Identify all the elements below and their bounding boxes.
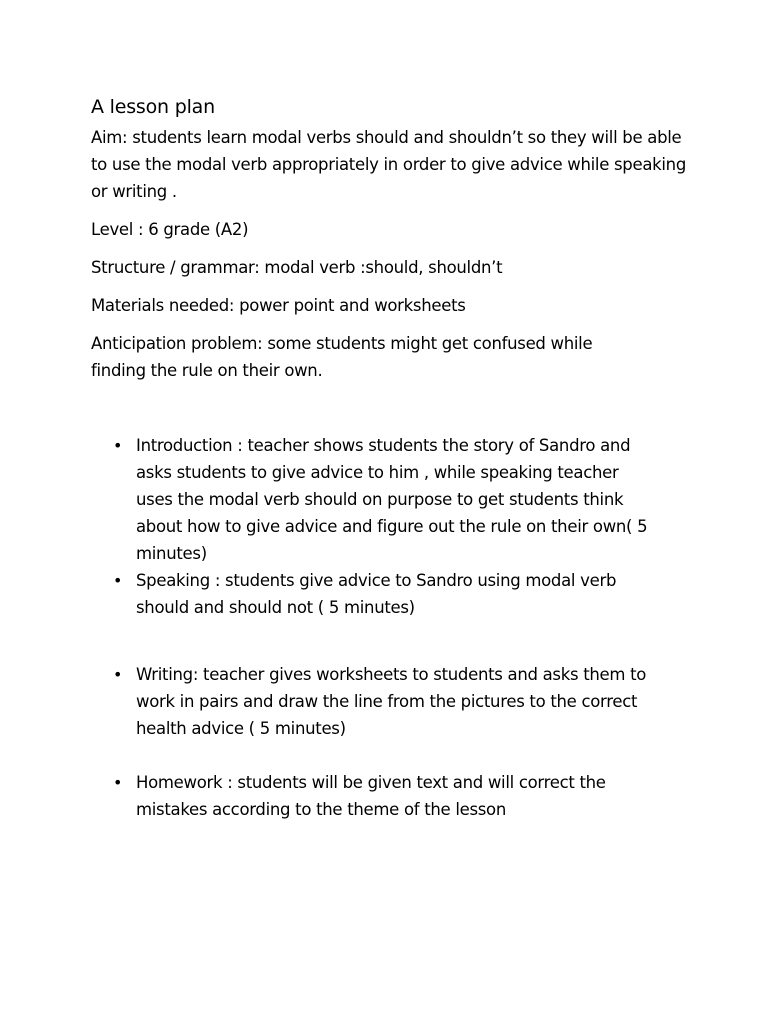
activity-text: Introduction : teacher shows students the story of Sandro and asks students to give advice to him , while speaking teacher uses the modal verb should on purpose to get students think about how to give advice and figure out the rule on their own( 5 minutes) [136,436,648,563]
activity-homework [91,769,651,823]
bullet-icon: • [113,436,123,455]
activity-text: Homework : students will be given text and will correct the mistakes according to the theme of the lesson [136,773,606,819]
activity-text: Speaking : students give advice to Sandro using modal verb should and should not ( 5 minutes) [136,571,617,617]
bullet-icon: • [113,773,123,792]
level-paragraph: Level : 6 grade (A2) [91,220,249,239]
document-title: A lesson plan [91,96,215,118]
structure-paragraph: Structure / grammar: modal verb :should, shouldn’t [91,258,503,277]
anticipation-paragraph: Anticipation problem: some students might get confused while finding the rule on their own. [91,334,593,380]
activity-writing [91,661,651,742]
bullet-icon: • [113,571,123,590]
activity-introduction [91,432,651,567]
activity-list [91,432,651,823]
activity-speaking [91,567,651,621]
bullet-icon: • [113,665,123,684]
document-body [91,92,691,819]
aim-paragraph: Aim: students learn modal verbs should and shouldn’t so they will be able to use the modal verb appropriately in order to give advice while speaking or writing . [91,128,687,201]
materials-paragraph: Materials needed: power point and worksheets [91,296,466,315]
activity-text: Writing: teacher gives worksheets to students and asks them to work in pairs and draw the line from the pictures to the correct health advice ( 5 minutes) [136,665,647,738]
